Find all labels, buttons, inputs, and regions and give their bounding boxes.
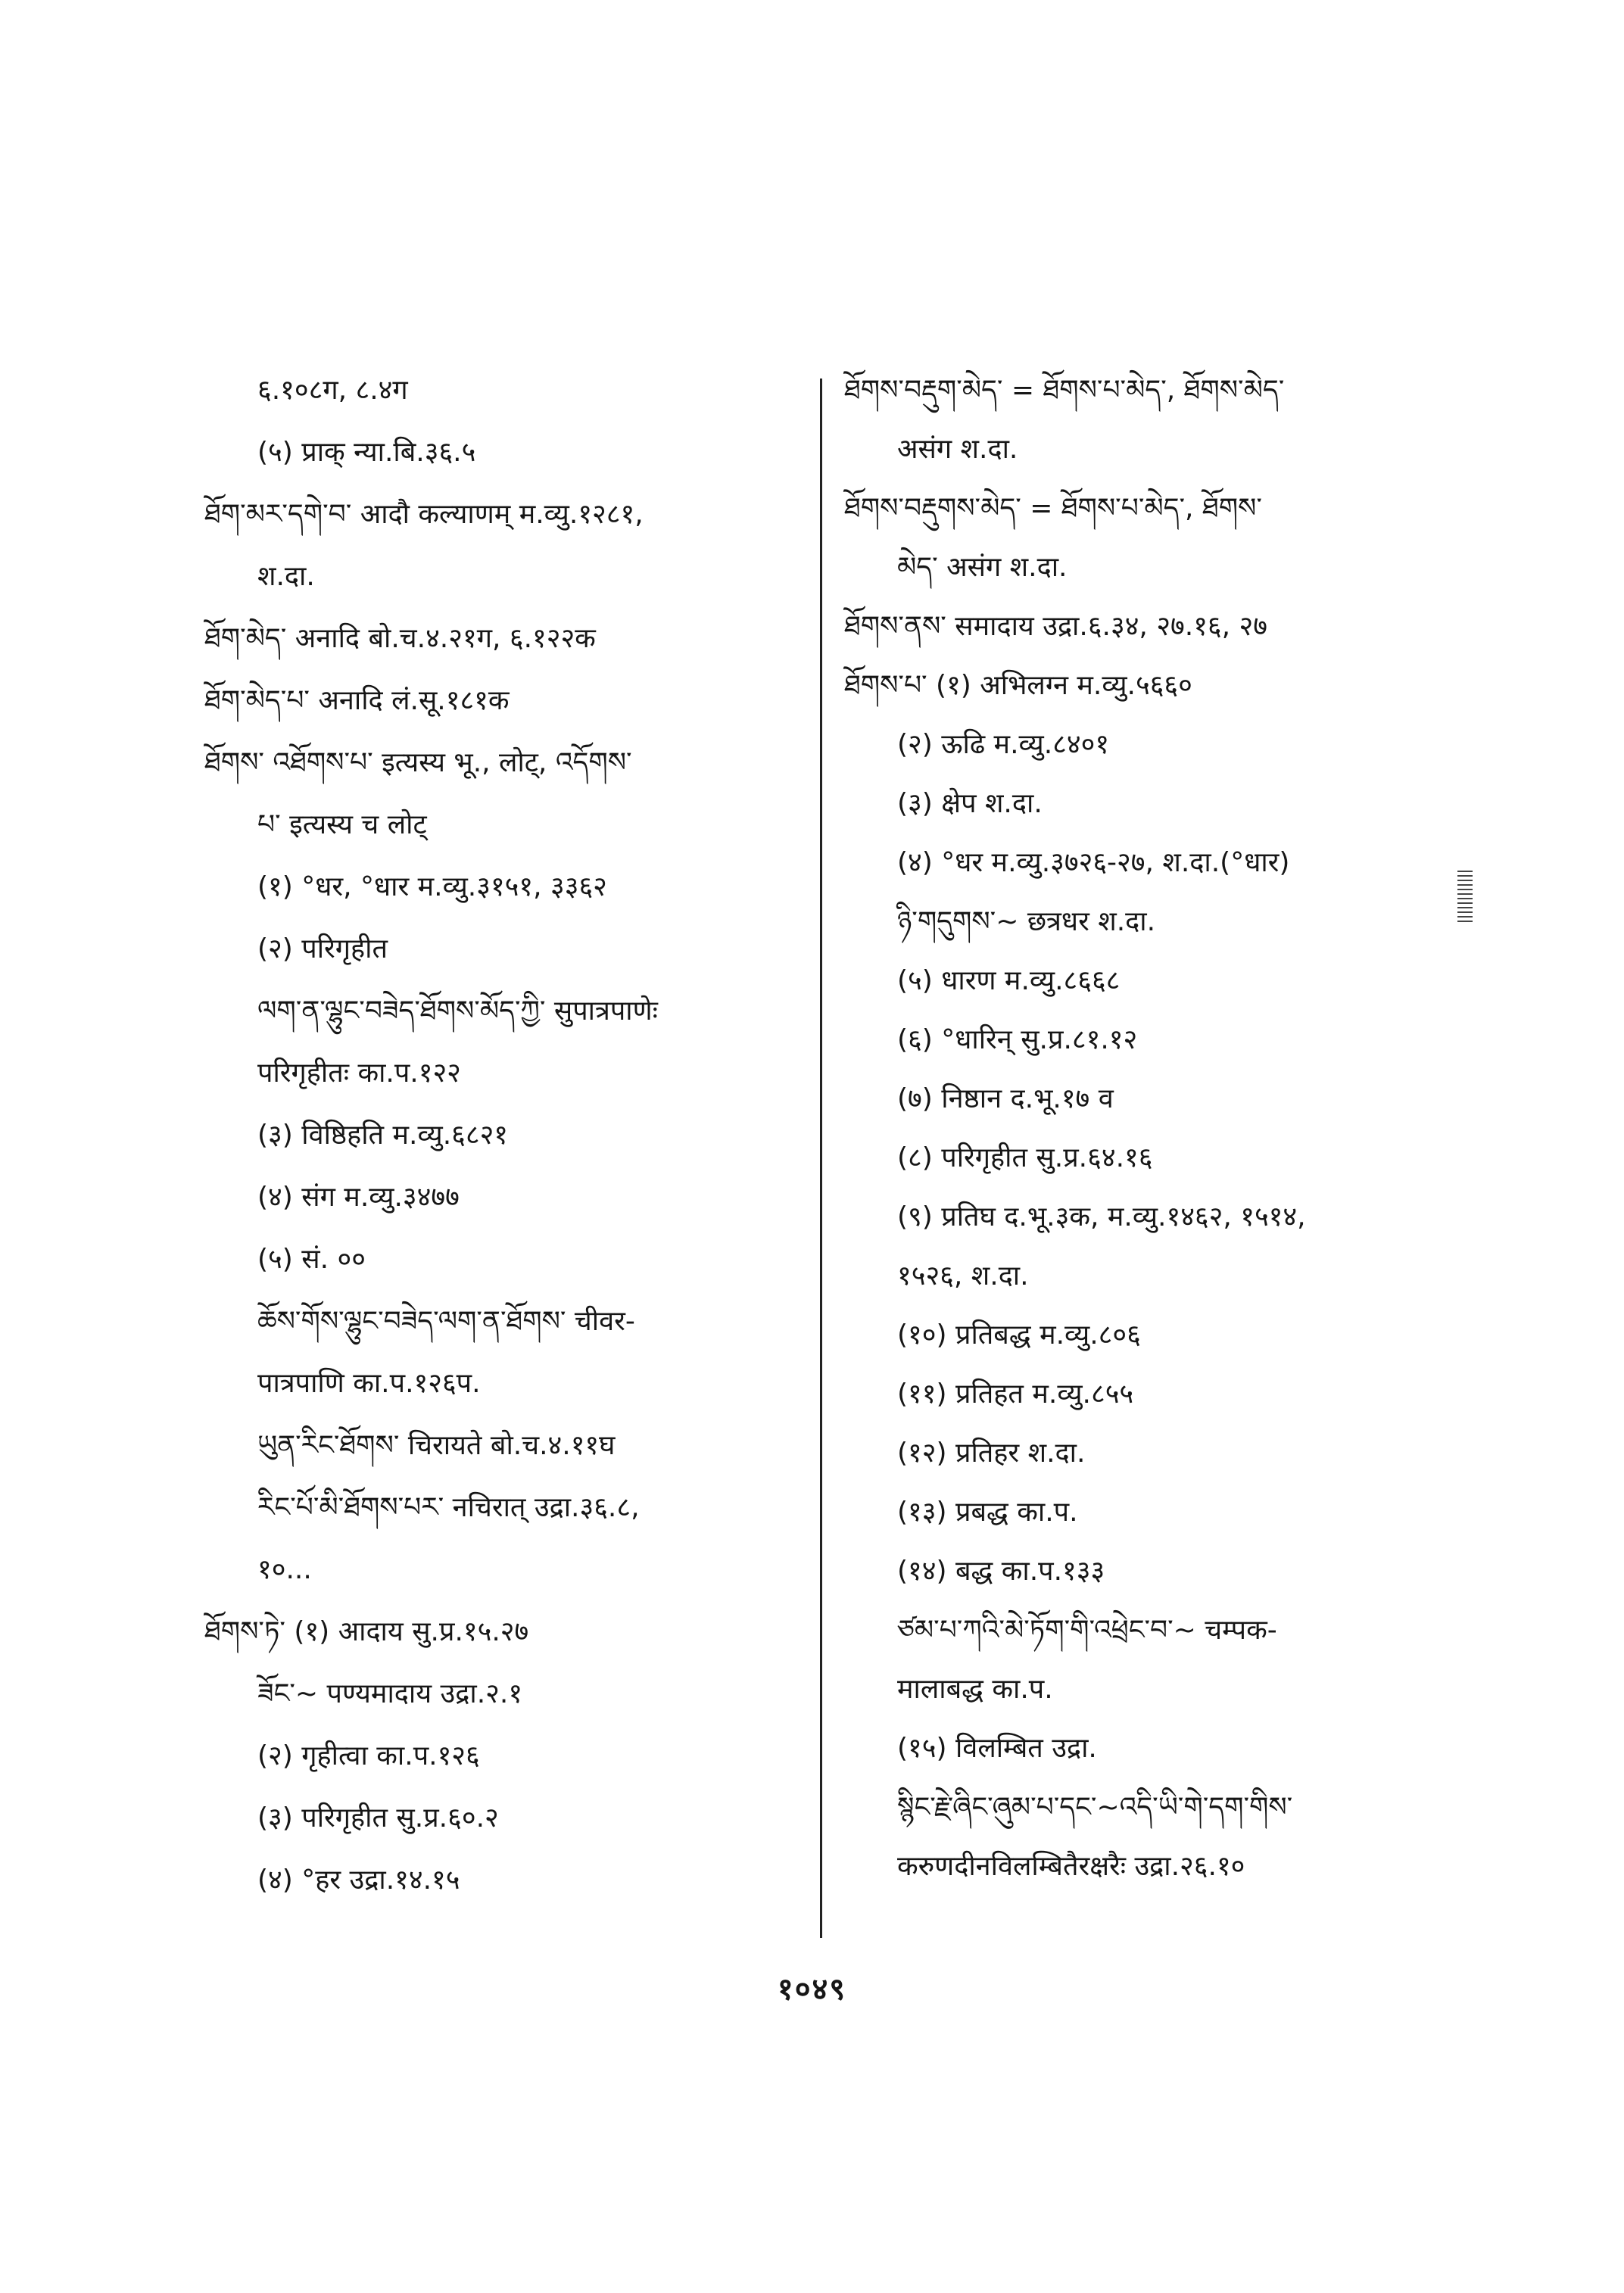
entry-subline: (८) परिगृहीत सु.प्र.६४.१६ [897, 1142, 1153, 1173]
entry-subline: ཉི་གདུགས་~ छत्रधर श.दा. [897, 906, 1156, 937]
entry-subline: पात्रपाणि का.प.१२६प. [257, 1368, 481, 1399]
entry-subline: (११) प्रतिहत म.व्यु.८५५ [897, 1379, 1134, 1410]
entry-subline: (४) °हर उद्रा.१४.१५ [257, 1865, 460, 1896]
entry-headword-line: ཐོག་མེད་ अनादि बो.च.४.२१ग, ६.१२२क [204, 623, 596, 654]
entry-subline: मालाबद्ध का.प. [897, 1674, 1053, 1705]
entry-subline: (३) परिगृहीत सु.प्र.६०.२ [257, 1802, 499, 1833]
entry-subline: (३) विष्ठिहति म.व्यु.६८२१ [257, 1120, 509, 1151]
entry-subline: མེད་ असंग श.दा. [897, 552, 1068, 583]
entry-subline: ཡུན་རིང་ཐོགས་ चिरायते बो.च.४.११घ [257, 1430, 616, 1461]
entry-subline: ६.१०८ग, ८.४ग [257, 375, 408, 406]
entry-subline: (१) °धर, °धार म.व्यु.३१५१, ३३६२ [257, 871, 607, 902]
entry-subline: करुणदीनविलम्बितैरक्षरैः उद्रा.२६.१० [897, 1851, 1245, 1882]
entry-subline: (५) धारण म.व्यु.८६६८ [897, 965, 1121, 996]
entry-subline: སྙིང་རྗེ་ཞིང་ཞུམ་པ་དང་~འདི་ཡི་གེ་དག་གིས་ [897, 1792, 1293, 1823]
entry-subline: श.दा. [257, 561, 315, 592]
entry-headword-line: ཐོགས་ འཐོགས་པ་ इत्यस्य भू., लोट्, འདོགས་ [204, 747, 632, 778]
entry-subline: (१५) विलम्बित उद्रा. [897, 1733, 1097, 1764]
entry-subline: (१०) प्रतिबद्ध म.व्यु.८०६ [897, 1319, 1141, 1351]
entry-subline: १५२६, श.दा. [897, 1260, 1029, 1291]
entry-subline: (५) प्राक् न्या.बि.३६.५ [257, 437, 476, 468]
entry-subline: असंग श.दा. [897, 434, 1018, 465]
entry-subline: परिगृहीतः का.प.१२२ [257, 1058, 461, 1089]
entry-subline: (९) प्रतिघ द.भू.३क, म.व्यु.१४६२, १५१४, [897, 1201, 1306, 1232]
entry-headword-line: ཐོགས་བརྡུགས་མེད་ = ཐོགས་པ་མེད་, ཐོགས་ [844, 493, 1262, 524]
entry-headword-line: ཐོགས་ནས་ समादाय उद्रा.६.३४, २७.१६, २७ [844, 611, 1267, 642]
entry-subline: (२) ऊढि म.व्यु.८४०१ [897, 729, 1110, 760]
entry-subline: (२) परिगृहीत [257, 933, 388, 964]
entry-headword-line: ཐོགས་ཏེ་ (१) आदाय सु.प्र.१५.२७ [204, 1616, 529, 1647]
entry-headword-line: ཐོགས་བརྡུག་མེད་ = ཐོགས་པ་མེད་, ཐོགས་མེད་ [844, 375, 1285, 406]
entry-subline: (५) सं. ०० [257, 1244, 366, 1275]
entry-subline: (१३) प्रबद्ध का.प. [897, 1497, 1078, 1528]
entry-subline: པ་ इत्यस्य च लोट् [257, 809, 427, 840]
page-number: १०४९ [777, 1972, 847, 2007]
entry-subline: ཆོས་གོས་ལྷུང་བཟེད་ལག་ན་ཐོགས་ चीवर- [257, 1306, 635, 1337]
margin-marks [1457, 871, 1473, 924]
entry-headword-line: ཐོག་མེད་པ་ अनादि लं.सू.१८१क [204, 685, 510, 716]
entry-subline: (६) °धारिन् सु.प्र.८१.१२ [897, 1024, 1138, 1055]
entry-headword-line: ཐོགས་པ་ (१) अभिलग्न म.व्यु.५६६० [844, 670, 1192, 701]
entry-subline: १०... [257, 1554, 312, 1585]
entry-subline: (२) गृहीत्वा का.प.१२६ [257, 1740, 480, 1771]
entry-subline: ལག་ན་ལྷུང་བཟེད་ཐོགས་མོད་ཀྱི་ सुपात्रपाणेः [257, 995, 658, 1027]
entry-subline: རིང་པོ་མི་ཐོགས་པར་ नचिरात् उद्रा.३६.८, [257, 1492, 640, 1523]
entry-subline: (१२) प्रतिहर श.दा. [897, 1438, 1086, 1469]
column-divider [820, 379, 822, 1938]
entry-subline: (७) निष्ठान द.भू.१७ व [897, 1083, 1114, 1114]
entry-subline: ཟོང་~ पण्यमादाय उद्रा.२.१ [257, 1678, 523, 1709]
entry-subline: ཙམ་པ་ཀའི་མེ་ཏོག་གི་འཕྲེང་བ་~ चम्पक- [897, 1615, 1277, 1646]
entry-subline: (४) संग म.व्यु.३४७७ [257, 1182, 460, 1213]
entry-subline: (३) क्षेप श.दा. [897, 788, 1043, 819]
entry-subline: (४) °धर म.व्यु.३७२६-२७, श.दा.(°धार) [897, 847, 1290, 878]
entry-subline: (१४) बद्ध का.प.१३३ [897, 1556, 1105, 1587]
entry-headword-line: ཐོག་མར་དགེ་བ་ आदौ कल्याणम् म.व्यु.१२८१, [204, 499, 644, 530]
